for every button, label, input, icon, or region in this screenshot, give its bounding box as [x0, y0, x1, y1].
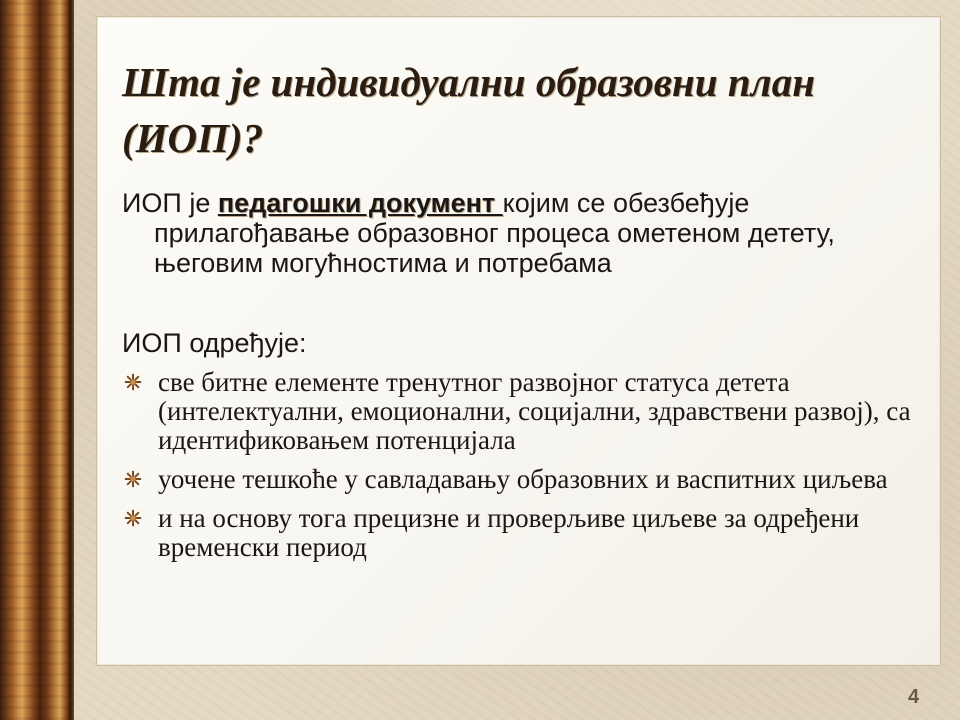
- slide-title: Шта је индивидуални образовни план (ИОП)?: [122, 59, 815, 161]
- definition-line3: његовим могућностима и потребама: [154, 248, 612, 278]
- list-item: [122, 368, 912, 455]
- list-item: [122, 465, 912, 494]
- page-number: 4: [908, 686, 920, 708]
- wood-border: [0, 0, 70, 720]
- starburst-bullet-icon: [124, 470, 142, 488]
- bullet-text: и на основу тога прецизне и проверљиве циљеве за одређени временски период: [158, 503, 860, 562]
- definition-prefix: ИОП је: [122, 188, 218, 218]
- bullet-text: све битне елементе тренутног развојног статуса детета (интелектуални, емоционални, социјални, здравствени развој), са идентификовањем потенцијала: [158, 367, 911, 455]
- determines-heading: ИОП одређује:: [122, 328, 307, 358]
- list-item: [122, 504, 912, 562]
- wood-border-edge: [70, 0, 74, 720]
- definition-line2: прилагођавање образовног процеса ометеном детету,: [154, 218, 835, 248]
- pedagogical-document-link[interactable]: педагошки документ: [217, 188, 503, 218]
- definition-paragraph: [122, 188, 912, 278]
- starburst-bullet-icon: [124, 509, 142, 527]
- bullet-list: [122, 368, 912, 572]
- bullet-text: уочене тешкоће у савладавању образовних и васпитних циљева: [158, 464, 888, 494]
- starburst-bullet-icon: [124, 373, 142, 391]
- definition-line1-rest: којим се обезбеђује: [502, 188, 750, 218]
